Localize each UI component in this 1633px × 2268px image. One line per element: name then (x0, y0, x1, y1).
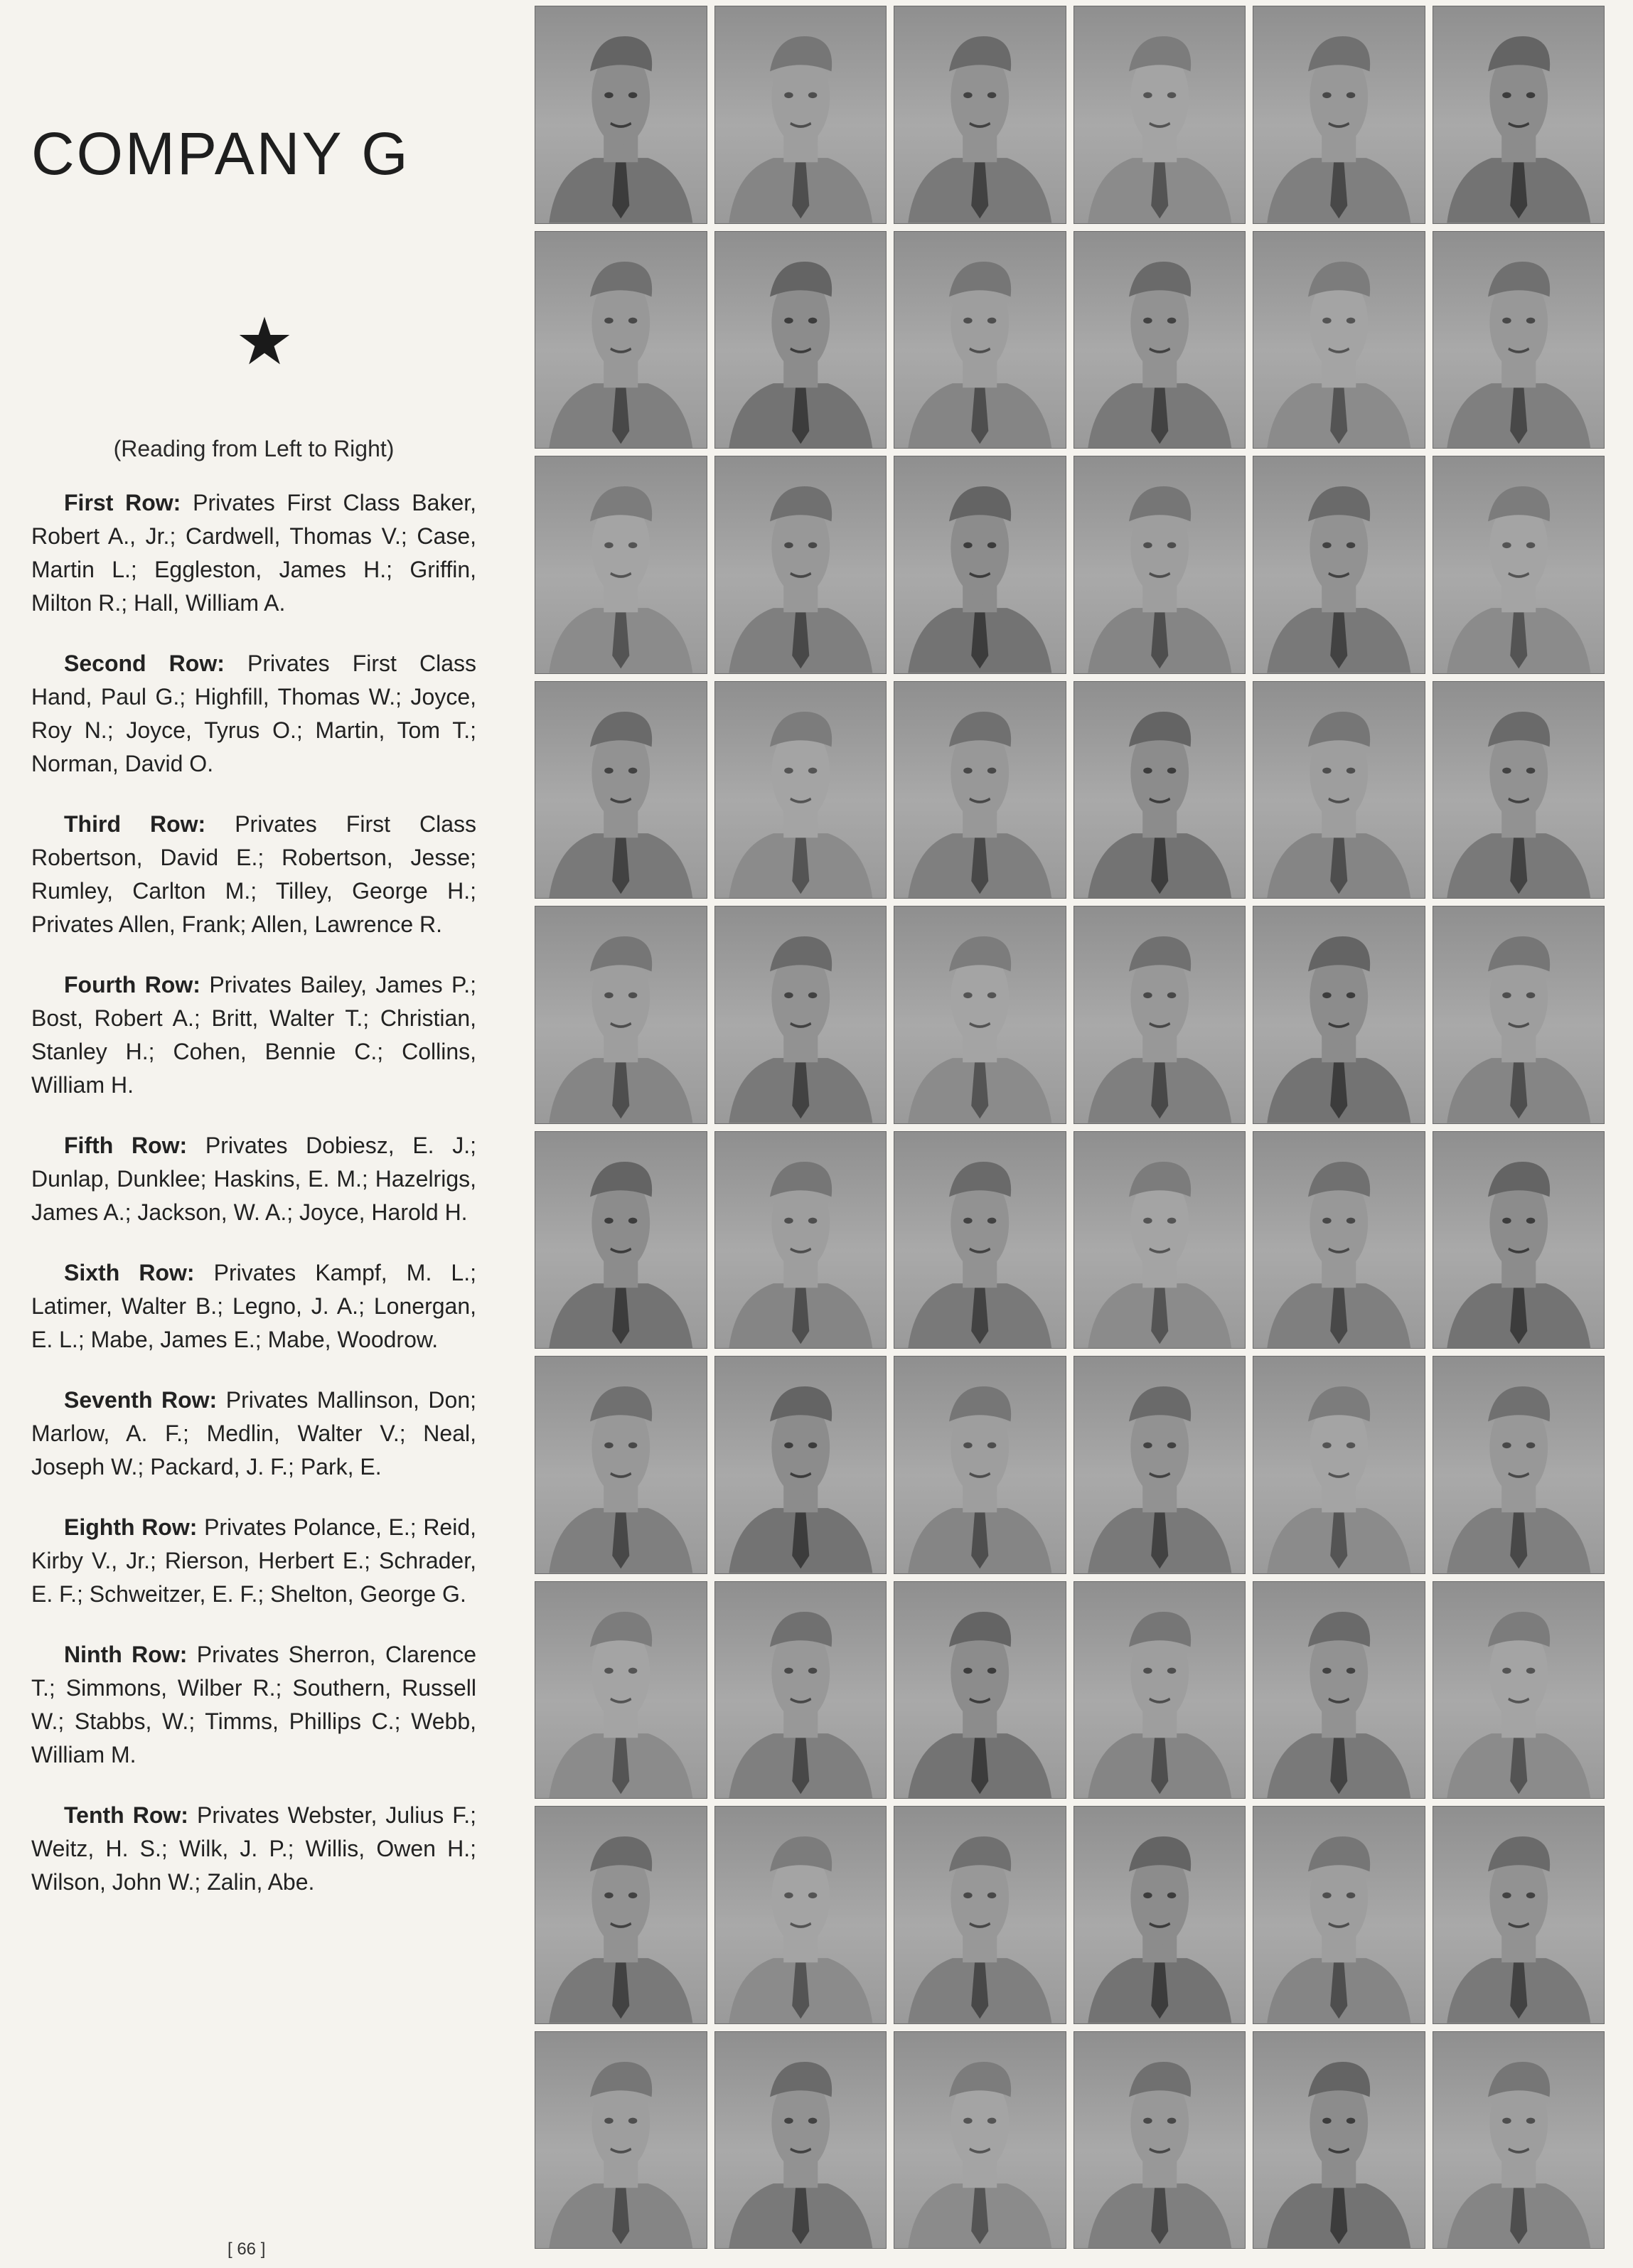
portrait-photo (1074, 906, 1246, 1124)
portrait-photo (1253, 1356, 1425, 1574)
portrait-photo (535, 681, 707, 899)
portrait-photo (714, 1806, 887, 2024)
page-number: [ 66 ] (227, 2240, 266, 2259)
row-caption (31, 1511, 476, 1611)
row-label: Sixth Row: (64, 1260, 195, 1285)
portrait-photo (535, 1581, 707, 1799)
portrait-photo (1433, 2031, 1605, 2250)
row-captions (31, 486, 476, 1899)
portrait-photo (1253, 6, 1425, 224)
portrait-photo (1433, 906, 1605, 1124)
row-label: Ninth Row: (64, 1642, 188, 1667)
portrait-photo (535, 1806, 707, 2024)
row-caption (31, 1638, 476, 1772)
row-names: Privates First Class Hand, Paul G.; Highfill, Thomas W.; Joyce, Roy N.; Joyce, Tyrus O.; Martin, Tom T.; Norman, David O. (31, 651, 477, 776)
portrait-photo (894, 2031, 1066, 2250)
portrait-photo (1433, 681, 1605, 899)
portrait-photo (894, 1356, 1066, 1574)
portrait-photo (894, 906, 1066, 1124)
portrait-photo (1433, 456, 1605, 674)
portrait-photo (535, 456, 707, 674)
row-label: First Row: (64, 490, 181, 515)
reading-order-note: (Reading from Left to Right) (113, 436, 395, 461)
portrait-photo (1433, 1581, 1605, 1799)
portrait-photo (894, 6, 1066, 224)
row-caption (31, 1129, 476, 1229)
portrait-photo (1253, 2031, 1425, 2250)
row-label: Fifth Row: (64, 1133, 188, 1158)
row-label: Fourth Row: (64, 972, 200, 997)
row-caption (31, 647, 476, 781)
portrait-grid (535, 6, 1605, 2249)
portrait-photo (714, 906, 887, 1124)
portrait-photo (894, 1131, 1066, 1349)
portrait-photo (535, 6, 707, 224)
portrait-photo (1433, 231, 1605, 449)
portrait-photo (1253, 231, 1425, 449)
row-label: Tenth Row: (64, 1802, 188, 1828)
portrait-photo (714, 231, 887, 449)
star-icon: ★ (235, 306, 294, 378)
portrait-photo (714, 1356, 887, 1574)
portrait-photo (1253, 1131, 1425, 1349)
portrait-photo (1074, 456, 1246, 674)
portrait-photo (714, 1581, 887, 1799)
row-label: Eighth Row: (64, 1514, 198, 1540)
row-names: Privates Bailey, James P.; Bost, Robert A.; Britt, Walter T.; Christian, Stanley H.; Cohen, Bennie C.; Collins, William H. (31, 972, 477, 1098)
portrait-photo (1253, 681, 1425, 899)
row-names: Privates Kampf, M. L.; Latimer, Walter B.; Legno, J. A.; Lonergan, E. L.; Mabe, James E.; Mabe, Woodrow. (31, 1260, 476, 1352)
portrait-photo (1074, 1131, 1246, 1349)
portrait-photo (1253, 1806, 1425, 2024)
portrait-photo (1433, 6, 1605, 224)
row-names: Privates Mallinson, Don; Marlow, A. F.; Medlin, Walter V.; Neal, Joseph W.; Packard, J. F.; Park, E. (31, 1387, 476, 1480)
portrait-photo (1433, 1806, 1605, 2024)
row-names: Privates First Class Robertson, David E.; Robertson, Jesse; Rumley, Carlton M.; Tilley, George H.; Privates Allen, Frank; Allen, Lawrence R. (31, 811, 476, 937)
portrait-photo (1074, 2031, 1246, 2250)
row-label: Third Row: (64, 811, 206, 837)
portrait-photo (535, 2031, 707, 2250)
row-label: Second Row: (64, 651, 225, 676)
portrait-photo (1074, 6, 1246, 224)
portrait-photo (714, 2031, 887, 2250)
portrait-photo (1253, 1581, 1425, 1799)
portrait-photo (535, 906, 707, 1124)
portrait-photo (714, 1131, 887, 1349)
row-names: Privates Sherron, Clarence T.; Simmons, Wilber R.; Southern, Russell W.; Stabbs, W.; Timms, Phillips C.; Webb, William M. (31, 1642, 477, 1767)
caption-column (31, 107, 476, 1926)
portrait-photo (1253, 906, 1425, 1124)
row-names: Privates Polance, E.; Reid, Kirby V., Jr.; Rierson, Herbert E.; Schrader, E. F.; Schweitzer, E. F.; Shelton, George G. (31, 1514, 477, 1607)
row-label: Seventh Row: (64, 1387, 218, 1413)
portrait-photo (894, 456, 1066, 674)
portrait-photo (1253, 456, 1425, 674)
row-caption (31, 968, 476, 1102)
portrait-photo (535, 1356, 707, 1574)
portrait-photo (1074, 1356, 1246, 1574)
portrait-photo (1433, 1131, 1605, 1349)
portrait-photo (894, 1581, 1066, 1799)
row-names: Privates First Class Baker, Robert A., Jr.; Cardwell, Thomas V.; Case, Martin L.; Eggleston, James H.; Griffin, Milton R.; Hall, William A. (31, 490, 477, 616)
portrait-photo (894, 231, 1066, 449)
portrait-photo (894, 681, 1066, 899)
portrait-photo (1074, 1806, 1246, 2024)
page-title: COMPANY G (31, 120, 410, 187)
row-caption (31, 1256, 476, 1357)
row-caption (31, 808, 476, 941)
portrait-photo (714, 681, 887, 899)
row-names: Privates Dobiesz, E. J.; Dunlap, Dunklee; Haskins, E. M.; Hazelrigs, James A.; Jackson, W. A.; Joyce, Harold H. (31, 1133, 477, 1225)
portrait-photo (535, 231, 707, 449)
row-caption (31, 1799, 476, 1899)
portrait-photo (1074, 231, 1246, 449)
row-caption (31, 486, 476, 620)
row-names: Privates Webster, Julius F.; Weitz, H. S.; Wilk, J. P.; Willis, Owen H.; Wilson, John W.; Zalin, Abe. (31, 1802, 477, 1895)
row-caption (31, 1384, 476, 1484)
portrait-photo (535, 1131, 707, 1349)
portrait-photo (714, 6, 887, 224)
portrait-photo (1074, 1581, 1246, 1799)
portrait-photo (1433, 1356, 1605, 1574)
portrait-photo (894, 1806, 1066, 2024)
portrait-photo (1074, 681, 1246, 899)
portrait-photo (714, 456, 887, 674)
